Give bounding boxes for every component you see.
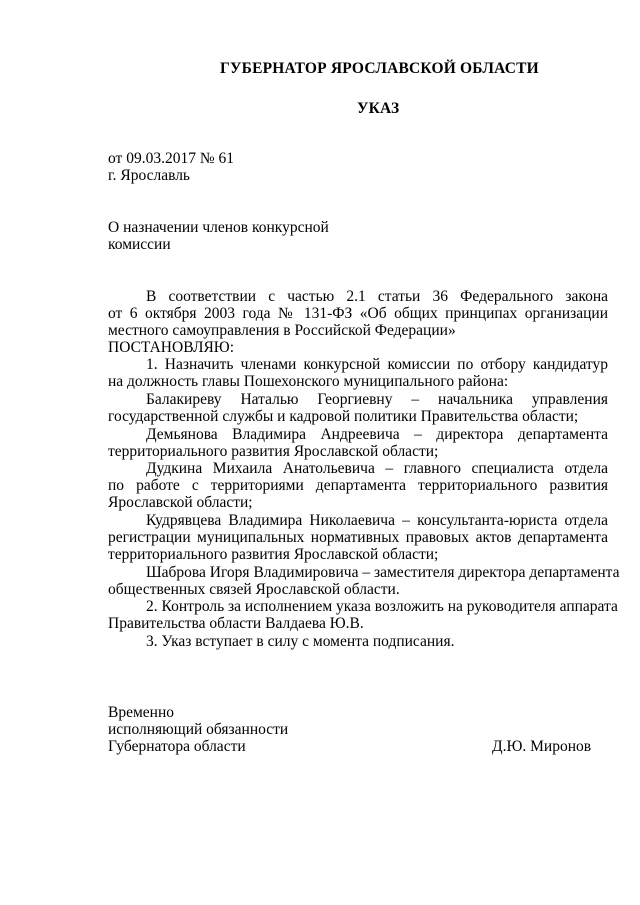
preamble-line: В соответствии с частью 2.1 статьи 36 Федерального закона	[146, 288, 608, 305]
subject-line: О назначении членов конкурсной	[108, 219, 329, 236]
member-line: общественных связей Ярославской области.	[108, 581, 400, 598]
item2-line: Правительства области Валдаева Ю.В.	[108, 615, 364, 632]
member-line: регистрации муниципальных нормативных правовых актов департамента	[108, 529, 608, 546]
member-line: Ярославской области;	[108, 494, 253, 511]
signatory-position-line: Губернатора области	[108, 738, 246, 755]
decree-word: ПОСТАНОВЛЯЮ:	[108, 339, 235, 356]
member-line: государственной службы и кадровой политики Правительства области;	[108, 408, 579, 425]
member-line: по работе с территориями департамента территориального развития	[108, 477, 608, 494]
signatory-position-line: исполняющий обязанности	[108, 721, 289, 738]
member-line: Балакиреву Наталью Георгиевну – начальника управления	[146, 391, 608, 408]
member-line: территориального развития Ярославской области;	[108, 546, 439, 563]
subject-line: комиссии	[108, 236, 171, 253]
signatory-name: Д.Ю. Миронов	[492, 738, 592, 755]
member-line: Шаброва Игоря Владимировича – заместителя директора департамента	[146, 564, 620, 581]
item3-line: 3. Указ вступает в силу с момента подписания.	[146, 633, 455, 650]
preamble-line: местного самоуправления в Российской Федерации»	[108, 322, 456, 339]
authority-heading: ГУБЕРНАТОР ЯРОСЛАВСКОЙ ОБЛАСТИ	[220, 60, 539, 77]
document-type-heading: УКАЗ	[357, 100, 400, 117]
preamble-line: от 6 октября 2003 года № 131-ФЗ «Об общих принципах организации	[108, 305, 608, 322]
signatory-position-line: Временно	[108, 704, 174, 721]
item1-line: 1. Назначить членами конкурсной комиссии по отбору кандидатур	[146, 356, 608, 373]
document-city: г. Ярославль	[108, 167, 190, 184]
member-line: Дудкина Михаила Анатольевича – главного специалиста отдела	[146, 460, 608, 477]
member-line: Демьянова Владимира Андреевича – директора департамента	[146, 426, 608, 443]
member-line: территориального развития Ярославской области;	[108, 443, 439, 460]
item2-line: 2. Контроль за исполнением указа возложить на руководителя аппарата	[146, 598, 618, 615]
item1-line: на должность главы Пошехонского муниципального района:	[108, 373, 509, 390]
document-date-number: от 09.03.2017 № 61	[108, 150, 234, 167]
member-line: Кудрявцева Владимира Николаевича – консультанта-юриста отдела	[146, 512, 608, 529]
